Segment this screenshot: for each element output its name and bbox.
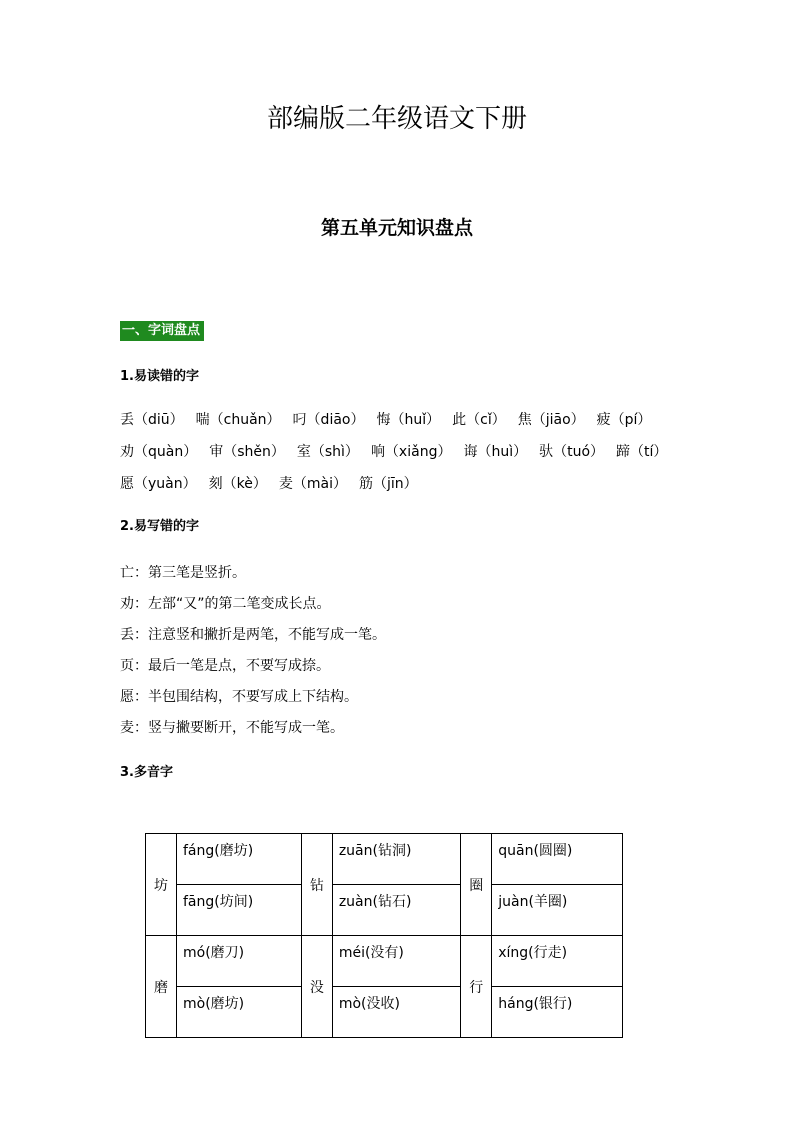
pinyin-item: 悔（huǐ） (376, 412, 441, 428)
pinyin-item: 此（cǐ） (452, 412, 506, 428)
pinyin-item: 蹄（tí） (616, 444, 668, 460)
table-reading: mò(没收) (332, 987, 460, 1038)
table-reading: mó(磨刀) (177, 936, 302, 987)
pinyin-item: 叼（diāo） (292, 412, 365, 428)
note-line: 丢：注意竖和撇折是两笔，不能写成一笔。 (120, 627, 386, 643)
table-char: 磨 (146, 936, 177, 1038)
page-title: 部编版二年级语文下册 (266, 104, 527, 134)
table-row (146, 885, 623, 936)
page-subtitle: 第五单元知识盘点 (320, 217, 473, 239)
table-reading: zuān(钻洞) (332, 834, 460, 885)
note-line: 劝：左部“又”的第二笔变成长点。 (120, 596, 331, 612)
pinyin-item: 筋（jīn） (358, 476, 418, 492)
pinyin-item: 麦（mài） (278, 476, 347, 492)
table-reading: mò(磨坊) (177, 987, 302, 1038)
note-line: 亡：第三笔是竖折。 (120, 565, 246, 581)
table-char: 钻 (301, 834, 332, 936)
pinyin-item: 喘（chuǎn） (195, 412, 281, 428)
table-char: 没 (301, 936, 332, 1038)
pinyin-item: 劝（quàn） (120, 444, 198, 460)
pinyin-item: 响（xiǎng） (370, 444, 452, 460)
pinyin-item: 丢（diū） (120, 412, 184, 428)
pinyin-row-1 (120, 409, 663, 431)
pinyin-row-2 (120, 441, 679, 463)
section-tag: 一、字词盘点 (120, 321, 204, 341)
table-row (146, 936, 623, 987)
part2-heading: 2.易写错的字 (120, 519, 199, 534)
pinyin-item: 焦（jiāo） (517, 412, 585, 428)
part1-heading: 1.易读错的字 (120, 369, 199, 384)
note-line: 愿：半包围结构，不要写成上下结构。 (120, 689, 358, 705)
table-reading: zuàn(钻石) (332, 885, 460, 936)
table-reading: juàn(羊圈) (492, 885, 623, 936)
pinyin-item: 驮（tuó） (539, 444, 605, 460)
table-reading: fāng(坊间) (177, 885, 302, 936)
note-line: 页：最后一笔是点，不要写成捺。 (120, 658, 330, 674)
pinyin-item: 室（shì） (296, 444, 359, 460)
table-reading: méi(没有) (332, 936, 460, 987)
pinyin-item: 审（shěn） (209, 444, 285, 460)
pinyin-item: 刻（kè） (208, 476, 267, 492)
pinyin-item: 愿（yuàn） (120, 476, 197, 492)
polyphone-table (145, 833, 623, 1038)
pinyin-item: 诲（huì） (463, 444, 528, 460)
note-line: 麦：竖与撇要断开，不能写成一笔。 (120, 720, 344, 736)
pinyin-item: 疲（pí） (596, 412, 652, 428)
pinyin-row-3 (120, 473, 430, 495)
table-reading: quān(圆圈) (492, 834, 623, 885)
table-row (146, 834, 623, 885)
table-char: 圈 (461, 834, 492, 936)
part3-heading: 3.多音字 (120, 765, 173, 780)
table-row (146, 987, 623, 1038)
table-reading: fáng(磨坊) (177, 834, 302, 885)
table-char: 坊 (146, 834, 177, 936)
table-reading: háng(银行) (492, 987, 623, 1038)
table-reading: xíng(行走) (492, 936, 623, 987)
table-char: 行 (461, 936, 492, 1038)
